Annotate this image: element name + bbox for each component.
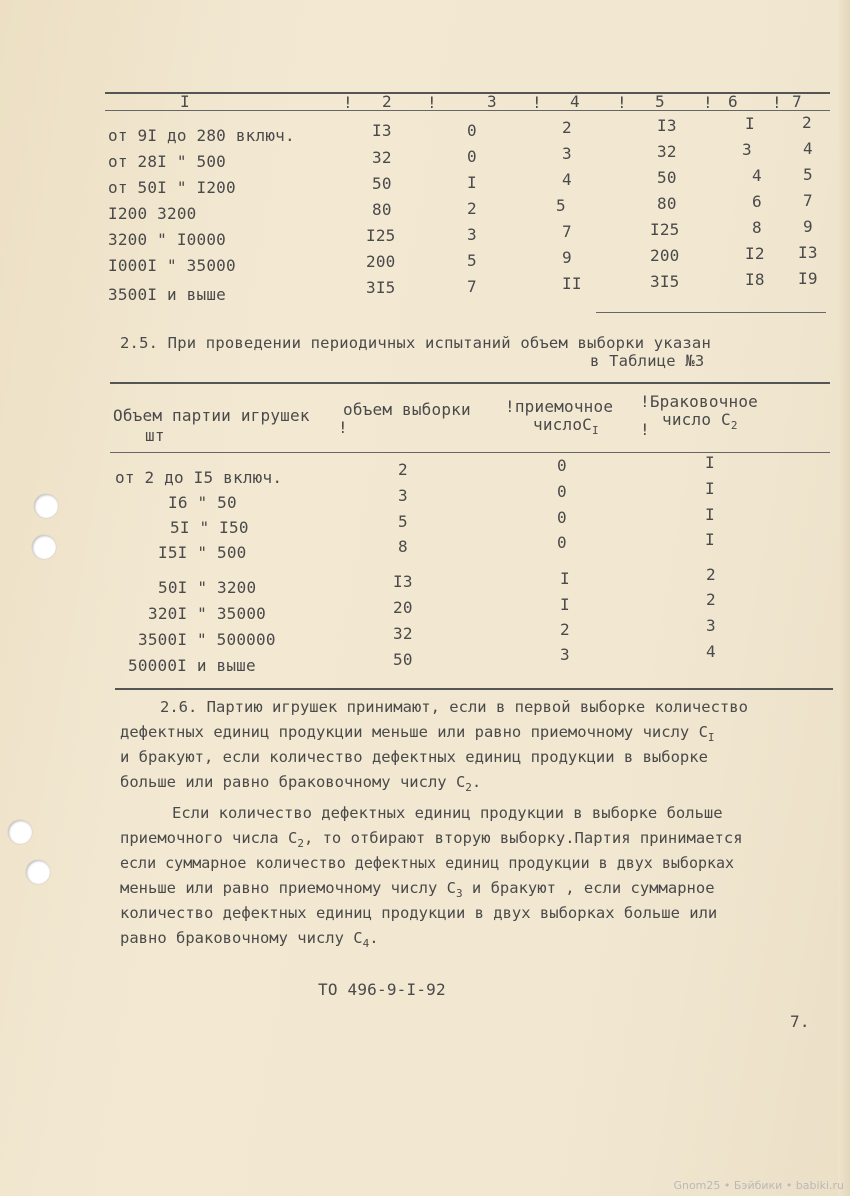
table2-header-col2: объем выборки: [343, 400, 471, 419]
table2-cell: 50: [393, 650, 413, 669]
table1-header-cell: 5: [655, 92, 665, 111]
table2-cell: 3: [560, 645, 570, 664]
table1-cell: I2: [745, 244, 765, 263]
table2-separator: !: [640, 420, 650, 439]
table2-cell: 3: [398, 486, 408, 505]
table1-cell: от 9I до 280 включ.: [108, 126, 295, 145]
table1-cell: 50: [657, 168, 677, 187]
table1-cell: 50: [372, 174, 392, 193]
table1-header-cell: 4: [570, 92, 580, 111]
table1-cell: 2: [802, 113, 812, 132]
table1-cell: 3: [562, 144, 572, 163]
table1-cell: 32: [657, 142, 677, 161]
table2-separator: !: [338, 418, 348, 437]
section-2-5-text: 2.5. При проведении периодичных испытаний объем выборки указан: [120, 334, 711, 352]
section-2-6-line: если суммарное количество дефектных единиц продукции в двух выборках: [120, 854, 735, 872]
table1-cell: 200: [366, 252, 396, 271]
table1-cell: 80: [657, 194, 677, 213]
table2-cell: I: [705, 530, 715, 549]
table1-cell: от 50I " I200: [108, 178, 236, 197]
table2-header-col3: !приемочное: [505, 397, 614, 416]
table1-cell: II: [562, 274, 582, 293]
table2-header-col4: !Браковочное: [640, 392, 758, 411]
binder-hole: [32, 535, 56, 559]
table2-header-col1: Объем партии игрушек: [113, 406, 310, 425]
table1-header-cell: I: [180, 92, 190, 111]
table1-separator: !: [427, 93, 437, 112]
table2-cell: 0: [557, 456, 567, 475]
table2-header-col4-label: число $C_2$: [662, 410, 738, 432]
table1-cell: 9: [562, 248, 572, 267]
table1-cell: I: [745, 114, 755, 133]
table2-top-rule: [110, 382, 830, 384]
table1-cell: 5: [556, 196, 566, 215]
table1-header-cell: 3: [487, 92, 497, 111]
table1-column-divider: [596, 312, 826, 313]
binder-hole: [34, 494, 58, 518]
table1-cell: 3500I и выше: [108, 285, 226, 304]
table2-cell: I5I " 500: [158, 543, 247, 562]
table1-cell: 2: [562, 118, 572, 137]
table2-cell: 0: [557, 508, 567, 527]
table1-cell: I3: [372, 121, 392, 140]
table2-cell: 2: [706, 590, 716, 609]
table1-cell: I3: [798, 243, 818, 262]
table1-cell: 0: [467, 147, 477, 166]
table2-cell: I6 " 50: [168, 493, 237, 512]
table1-header-rule: [105, 110, 830, 111]
table2-cell: 50I " 3200: [158, 578, 257, 597]
table1-cell: 3I5: [650, 272, 680, 291]
table2-cell: I: [705, 453, 715, 472]
table1-cell: 6: [752, 192, 762, 211]
section-2-6-line: приемочного числа $C_2$, то отбирают вторую выборку.Партия принимается: [120, 829, 743, 850]
table1-cell: 200: [650, 246, 680, 265]
table2-cell: 5: [398, 512, 408, 531]
table1-cell: 3: [467, 225, 477, 244]
section-2-6-line: равно браковочному числу $C_4$.: [120, 929, 379, 950]
table2-cell: 3500I " 500000: [138, 630, 276, 649]
table1-separator: !: [617, 93, 627, 112]
table2-cell: 5I " I50: [170, 518, 249, 537]
table1-cell: 8: [752, 218, 762, 237]
table1-cell: 3I5: [366, 278, 396, 297]
section-2-6-line: меньше или равно приемочному числу $C_3$ и бракуют , если суммарное: [120, 879, 715, 900]
table2-cell: I: [705, 479, 715, 498]
table2-cell: I: [560, 569, 570, 588]
table1-header-cell: 6: [728, 92, 738, 111]
section-2-6-line: дефектных единиц продукции меньше или равно приемочному числу $C_I$: [120, 723, 715, 744]
table1-cell: от 28I " 500: [108, 152, 226, 171]
table2-cell: 3: [706, 616, 716, 635]
table1-cell: 9: [803, 217, 813, 236]
table2-cell: 50000I и выше: [128, 656, 256, 675]
table2-cell: 2: [706, 565, 716, 584]
table2-cell: 8: [398, 537, 408, 556]
table1-cell: 7: [562, 222, 572, 241]
section-2-5-text: в Таблице №3: [590, 352, 705, 370]
table2-cell: I: [560, 595, 570, 614]
table1-cell: I200 3200: [108, 204, 197, 223]
table2-cell: 0: [557, 533, 567, 552]
table1-top-rule: [105, 92, 830, 94]
table1-cell: 80: [372, 200, 392, 219]
document-code: ТО 496-9-I-92: [318, 980, 446, 999]
table1-cell: 32: [372, 148, 392, 167]
table1-cell: I25: [650, 220, 680, 239]
table1-cell: 7: [467, 277, 477, 296]
table1-cell: I000I " 35000: [108, 256, 236, 275]
table1-cell: 4: [752, 166, 762, 185]
table2-header-col3-label: числоC$_I$: [533, 415, 599, 437]
table2-header-rule: [110, 452, 830, 453]
section-2-6-line: количество дефектных единиц продукции в двух выборках больше или: [120, 904, 718, 922]
table2-header-col1-unit: шт: [145, 426, 165, 445]
table1-cell: I9: [798, 269, 818, 288]
table1-cell: 4: [562, 170, 572, 189]
table1-cell: 7: [803, 191, 813, 210]
section-2-6-line: больше или равно браковочному числу $C_2$.: [120, 773, 482, 794]
watermark-text: Gnom25 • Бэйбики • babiki.ru: [673, 1179, 844, 1192]
table2-cell: от 2 до I5 включ.: [115, 468, 283, 487]
table1-separator: !: [703, 93, 713, 112]
table1-separator: !: [343, 93, 353, 112]
table2-cell: 4: [706, 642, 716, 661]
table1-header-cell: 2: [382, 92, 392, 111]
table1-cell: I: [467, 173, 477, 192]
table1-separator: !: [772, 93, 782, 112]
section-2-6-line: и бракуют, если количество дефектных единиц продукции в выборке: [120, 748, 708, 766]
table2-bottom-rule: [115, 688, 833, 690]
table1-cell: 5: [467, 251, 477, 270]
table1-cell: 5: [803, 165, 813, 184]
section-2-6-line: Если количество дефектных единиц продукции в выборке больше: [172, 804, 723, 822]
table2-cell: 320I " 35000: [148, 604, 266, 623]
page-edge: [838, 0, 850, 1196]
table1-cell: 2: [467, 199, 477, 218]
table1-header-cell: 7: [792, 92, 802, 111]
page-number: 7.: [790, 1012, 810, 1031]
binder-hole: [26, 860, 50, 884]
table1-cell: 3: [742, 140, 752, 159]
binder-hole: [8, 820, 32, 844]
table2-cell: 0: [557, 482, 567, 501]
table1-cell: 0: [467, 121, 477, 140]
table1-cell: I25: [366, 226, 396, 245]
table2-cell: 2: [398, 460, 408, 479]
table1-cell: 3200 " I0000: [108, 230, 226, 249]
table2-cell: I: [705, 505, 715, 524]
table2-cell: I3: [393, 572, 413, 591]
table2-cell: 20: [393, 598, 413, 617]
table2-cell: 32: [393, 624, 413, 643]
table1-separator: !: [532, 93, 542, 112]
table1-cell: I8: [745, 270, 765, 289]
table2-cell: 2: [560, 620, 570, 639]
section-2-6-line: 2.6. Партию игрушек принимают, если в первой выборке количество: [160, 698, 748, 716]
table1-cell: I3: [657, 116, 677, 135]
table1-cell: 4: [803, 139, 813, 158]
